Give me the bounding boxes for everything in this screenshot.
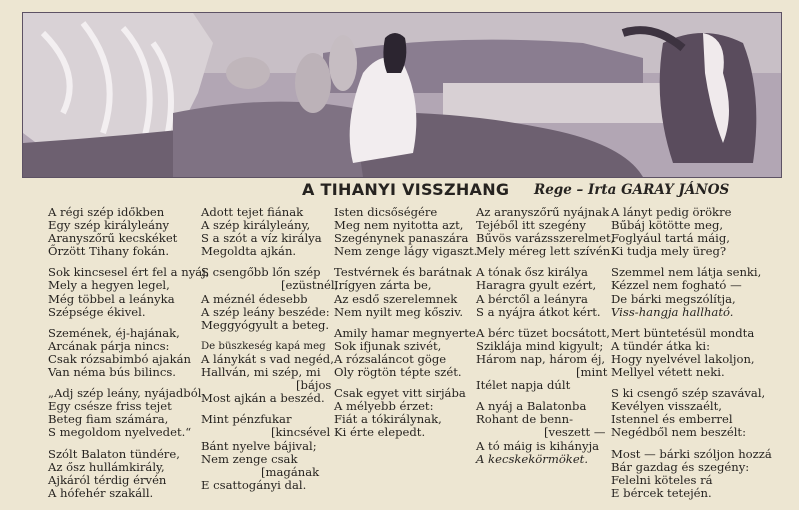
- poem-line: S a szót a víz királya: [201, 231, 322, 246]
- column-1: [48, 206, 209, 500]
- poem-line: Nem zenge lágy vigaszt.: [334, 244, 478, 259]
- poem-line: „Adj szép leány, nyájadból: [48, 386, 202, 401]
- poem-line: Bűvös varázsszerelmet,: [476, 231, 615, 246]
- poem-line: Ki érte elepedt.: [334, 425, 426, 440]
- poem-line: Meggyógyult a beteg.: [201, 317, 330, 332]
- poem-line: Sok ifjunak szivét,: [334, 338, 442, 353]
- poem-line: A régi szép időkben: [48, 205, 165, 219]
- poem-line: A bérc tüzet bocsátott,: [476, 325, 610, 340]
- subtitle-rege: Rege: [534, 182, 572, 198]
- poem-line: A hófehér szakáll.: [48, 485, 154, 500]
- poem-line: Az ősz hullámkirály,: [48, 459, 165, 474]
- poem-line: Viss-hangja hallható.: [611, 304, 734, 319]
- poem-line: Tejéből itt szegény: [476, 218, 586, 233]
- poem-line: Őrzött Tihany fokán.: [48, 244, 170, 259]
- poem-line: Bár gazdag és szegény:: [611, 459, 750, 474]
- column-4: [476, 206, 614, 466]
- subtitle-irta: Irta: [588, 182, 617, 198]
- poem-line: Foglyául tartá máig,: [611, 231, 730, 246]
- poem-line: Irígyen zárta be,: [334, 278, 432, 293]
- subtitle-author: GARAY JÁNOS: [621, 182, 730, 198]
- poem-line: Az esdő szerelemnek: [334, 291, 458, 306]
- poem-line: E bércek tetején.: [611, 485, 712, 500]
- poem-line: Nem zenge csak: [201, 451, 298, 466]
- poem-line: Hallván, mi szép, mi: [201, 365, 321, 380]
- poem-line: S ki csengő szép szavával,: [611, 386, 766, 401]
- poem-line: A tó máig is kihányja: [476, 438, 600, 453]
- poem-line: Adott tejet fiának: [201, 205, 304, 219]
- poem-line: Most ajkán a beszéd.: [201, 391, 325, 406]
- poem-line: A tónak ősz királya: [476, 265, 588, 280]
- illustration-banner: [22, 12, 782, 178]
- poem-line: Istennel és emberrel: [611, 412, 733, 427]
- poem-line: [ezüstnél,: [281, 278, 339, 293]
- poem-line: Mint pénzfukar: [201, 412, 292, 427]
- poem-line: Itélet napja dúlt: [476, 378, 571, 393]
- column-3: [334, 206, 477, 440]
- poem-line: [magának: [261, 464, 320, 479]
- poem-line: A mélyebb érzet:: [334, 399, 434, 414]
- poem-line: Bűbáj kötötte meg,: [611, 218, 724, 233]
- subtitle-dash: –: [576, 182, 584, 198]
- poem-line: De bárki megszólítja,: [611, 291, 736, 306]
- poem-line: Csak egyet vitt sirjába: [334, 386, 466, 401]
- poem-line: A lánykát s vad negéd,: [201, 351, 334, 366]
- poem-line: Sziklája mind kigyult;: [476, 338, 604, 353]
- poem-line: Van néma bús bilincs.: [48, 365, 176, 380]
- poem-line: Ki tudja mely üreg?: [611, 244, 727, 259]
- poem-line: E csattogányi dal.: [201, 477, 307, 492]
- poem-line: Haragra gyult ezért,: [476, 278, 597, 293]
- poem-line: S a nyájra átkot kért.: [476, 304, 601, 319]
- poem-line: [mint: [576, 365, 608, 380]
- poem-line: Aranyszőrű kecskéket: [48, 231, 178, 246]
- poem-line: A szép leány beszéde:: [201, 304, 330, 319]
- poem-line: Mely a hegyen legel,: [48, 278, 170, 293]
- poem-line: Szemmel nem látja senki,: [611, 265, 762, 280]
- poem-line: Sok kincsesel ért fel a nyáj,: [48, 265, 210, 280]
- poem-line: Szépsége ékivel.: [48, 304, 146, 319]
- column-5: [611, 206, 772, 500]
- poem-subtitle: [534, 182, 729, 198]
- poem-line: A tündér átka ki:: [611, 338, 710, 353]
- poem-line: Arcának párja nincs:: [48, 338, 170, 353]
- poem-line: Szemének, éj-hajának,: [48, 325, 180, 340]
- poem-title: A TIHANYI VISSZHANG: [302, 180, 510, 199]
- poem-line: Testvérnek és barátnak: [334, 265, 472, 280]
- poem-line: [bájos: [296, 378, 332, 393]
- poem-line: Fiát a tókirálynak,: [334, 412, 442, 427]
- poem-line: Felelni köteles rá: [611, 472, 713, 487]
- poem-line: Oly rögtön tépte szét.: [334, 365, 462, 380]
- poem-line: Nem nyilt meg kősziv.: [334, 304, 464, 319]
- poem-line: Isten dicsőségére: [334, 205, 438, 219]
- column-2: [201, 206, 338, 492]
- poem-line: Három nap, három éj,: [476, 351, 606, 366]
- poem-line: A kecskekörmöket.: [476, 451, 589, 466]
- poem-line: Amily hamar megnyerte: [334, 325, 476, 340]
- poem-line: Kevélyen visszaélt,: [611, 399, 722, 414]
- poem-line: Szólt Balaton tündére,: [48, 446, 180, 461]
- poem-line: Megoldta ajkán.: [201, 244, 297, 259]
- poem-line: [veszett —: [544, 425, 606, 440]
- poem-line: Csak rózsabimbó ajakán: [48, 351, 191, 366]
- poem-line: A bérctől a leányra: [476, 291, 588, 306]
- poem-line: A méznél édesebb: [201, 291, 308, 306]
- poem-line: Kézzel nem fogható —: [611, 278, 742, 293]
- poem-line: Mely méreg lett szívén.: [476, 244, 614, 259]
- poem-line: Hogy nyelvével lakoljon,: [611, 351, 755, 366]
- poem-line: S megoldom nyelvedet.“: [48, 425, 192, 440]
- poem-line: Beteg fiam számára,: [48, 412, 169, 427]
- poem-line: Ajkáról térdig érvén: [48, 472, 167, 487]
- poem-line: Szegénynek panaszára: [334, 231, 469, 246]
- poem-line: Meg nem nyitotta azt,: [334, 218, 464, 233]
- poem-line: Egy csésze friss tejet: [48, 399, 172, 414]
- poem-line: A rózsaláncot göge: [334, 351, 447, 366]
- poem-line: Még többel a leányka: [48, 291, 175, 306]
- poem-line: Bánt nyelve bájival;: [201, 438, 317, 453]
- poem-line: A nyáj a Balatonba: [476, 399, 587, 414]
- tihany-legend-illustration-icon: [23, 13, 781, 177]
- poem-line: Az aranyszőrű nyájnak: [476, 205, 610, 219]
- poem-line: [kincsével: [271, 425, 331, 440]
- poem-line: A szép királyleány,: [201, 218, 311, 233]
- poem-line: Mellyel vétett neki.: [611, 365, 725, 380]
- poem-line: Egy szép királyleány: [48, 218, 170, 233]
- poem-line: Mert büntetésül mondta: [611, 325, 755, 340]
- poem-line: S csengőbb lőn szép: [201, 265, 321, 280]
- poem-line: A lányt pedig örökre: [611, 205, 732, 219]
- poem-line: Rohant de benn-: [476, 412, 574, 427]
- poem-line: Most — bárki szóljon hozzá: [611, 446, 772, 461]
- poem-line: De büszkeség kapá meg: [201, 340, 326, 352]
- poem-line: Negédből nem beszélt:: [611, 425, 746, 440]
